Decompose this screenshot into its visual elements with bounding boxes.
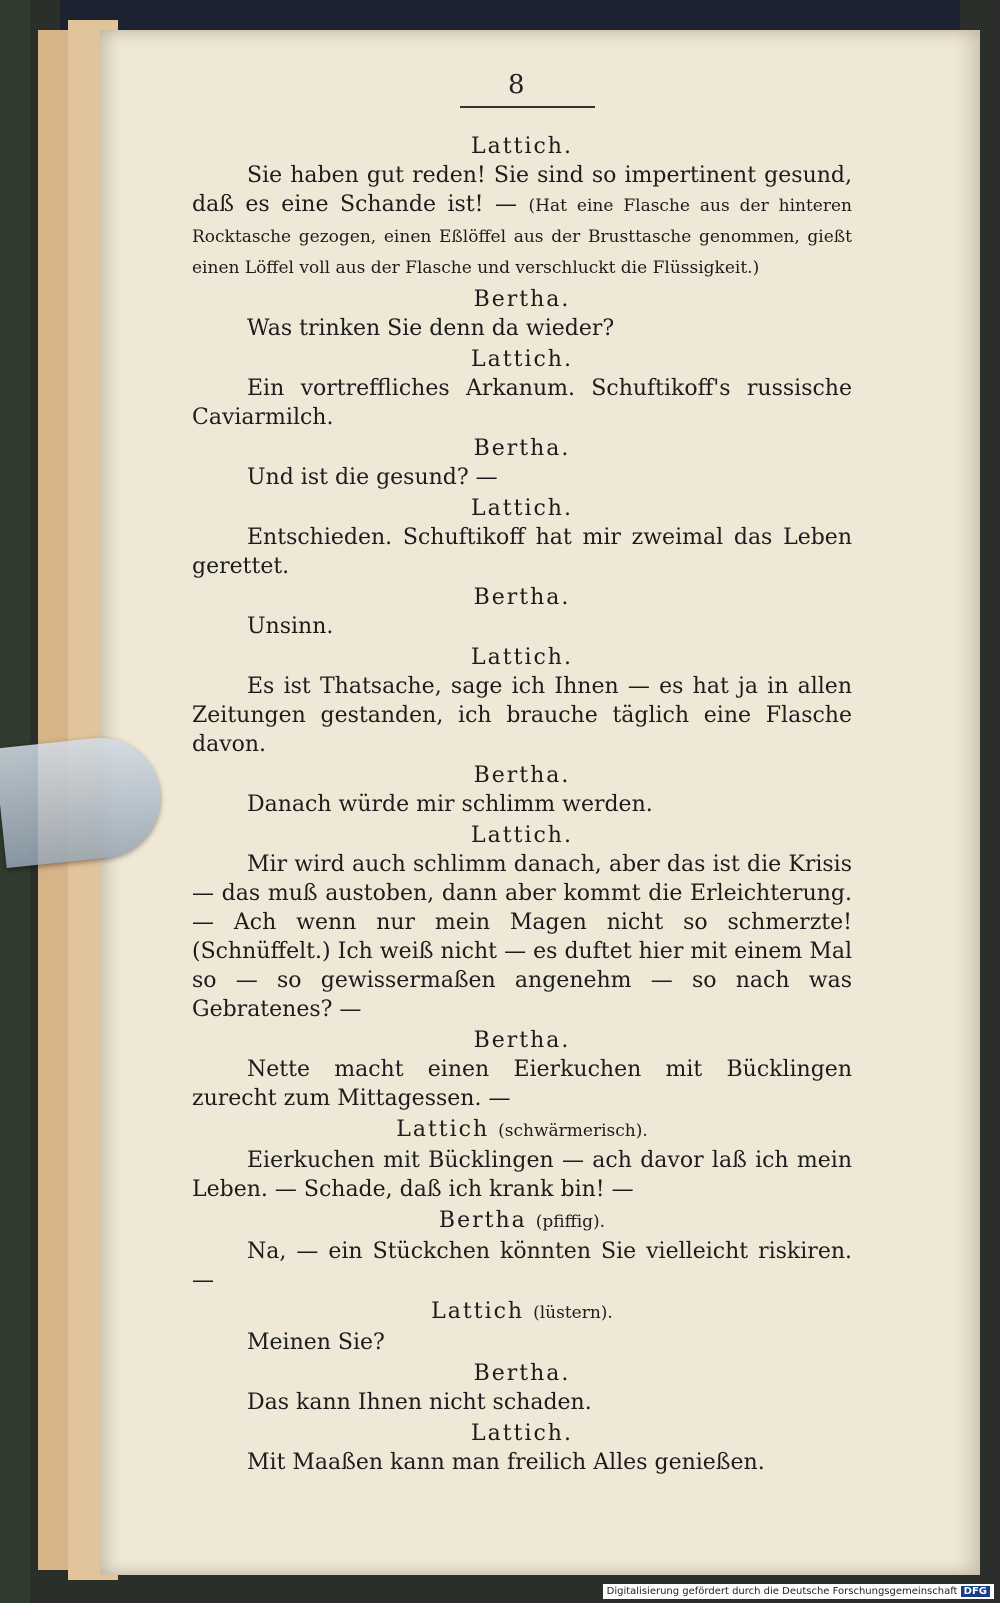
stage-direction: (schwärmerisch).	[498, 1121, 648, 1141]
dialogue-text: Entschieden. Schuftikoff hat mir zweimal das Leben gerettet.	[192, 525, 852, 579]
page-text	[192, 130, 852, 1477]
speaker-label: Bertha.	[473, 1028, 571, 1053]
speaker-name	[192, 1297, 852, 1328]
speaker-label: Bertha.	[473, 1361, 571, 1386]
speaker-label: Bertha.	[473, 585, 571, 610]
dialogue-line	[192, 374, 852, 432]
dialogue-line	[192, 1237, 852, 1295]
speaker-name	[192, 1206, 852, 1237]
speaker-label: Lattich.	[471, 1421, 573, 1446]
speaker-name	[192, 643, 852, 672]
dialogue-line	[192, 314, 852, 343]
speaker-name	[192, 345, 852, 374]
speaker-label: Lattich.	[471, 496, 573, 521]
dialogue-text: Und ist die gesund? —	[247, 465, 498, 490]
speaker-label: Lattich.	[471, 134, 573, 159]
dialogue-text: Sie haben gut reden! Sie sind so impertinent gesund, daß es eine Schande ist! —	[192, 163, 852, 217]
speaker-label: Lattich.	[471, 645, 573, 670]
dialogue-line	[192, 1448, 852, 1477]
dialogue-text: Danach würde mir schlimm werden.	[247, 792, 653, 817]
speaker-name	[192, 1026, 852, 1055]
dialogue-line	[192, 1328, 852, 1357]
dialogue-line	[192, 523, 852, 581]
dialogue-line	[192, 161, 852, 283]
stage-direction: (Hat eine Flasche aus der hinteren Rocktasche gezogen, einen Eßlöffel aus der Brusttasche genommen, gießt einen Löffel voll aus der Flasche und verschluckt die Flüssigkeit.)	[192, 196, 853, 278]
dialogue-line	[192, 1146, 852, 1204]
dialogue-line	[192, 612, 852, 641]
speaker-label: Bertha.	[473, 763, 571, 788]
speaker-name	[192, 1359, 852, 1388]
speaker-name	[192, 583, 852, 612]
speaker-name	[192, 285, 852, 314]
dialogue-line	[192, 463, 852, 492]
footer-credit	[603, 1584, 994, 1599]
dialogue-line	[192, 1055, 852, 1113]
speaker-label: Bertha.	[473, 436, 571, 461]
speaker-name	[192, 494, 852, 523]
stage-direction: (lüstern).	[533, 1303, 613, 1323]
speaker-label: Lattich.	[471, 347, 573, 372]
speaker-name	[192, 1115, 852, 1146]
dfg-logo-icon: DFG	[961, 1586, 990, 1597]
speaker-name	[192, 821, 852, 850]
dialogue-line	[192, 672, 852, 759]
dialogue-text: Eierkuchen mit Bücklingen — ach davor laß ich mein Leben. — Schade, daß ich krank bin! —	[192, 1148, 852, 1202]
speaker-label: Bertha	[438, 1208, 527, 1233]
dialogue-text: Meinen Sie?	[247, 1330, 385, 1355]
speaker-label: Lattich	[396, 1117, 490, 1142]
page-number: 8	[508, 70, 525, 100]
speaker-name	[192, 761, 852, 790]
speaker-name	[192, 132, 852, 161]
speaker-name	[192, 1419, 852, 1448]
dialogue-text: Ein vortreffliches Arkanum. Schuftikoff's russische Caviarmilch.	[192, 376, 852, 430]
dialogue-text: Unsinn.	[247, 614, 334, 639]
dialogue-text: Mit Maaßen kann man freilich Alles genießen.	[247, 1450, 765, 1475]
speaker-name	[192, 434, 852, 463]
dialogue-text: Nette macht einen Eierkuchen mit Bücklingen zurecht zum Mittagessen. —	[192, 1057, 852, 1111]
dialogue-text: Was trinken Sie denn da wieder?	[247, 316, 615, 341]
dialogue-line	[192, 790, 852, 819]
dialogue-line	[192, 1388, 852, 1417]
dialogue-text: Es ist Thatsache, sage ich Ihnen — es hat ja in allen Zeitungen gestanden, ich brauche täglich eine Flasche davon.	[192, 674, 852, 757]
footer-text: Digitalisierung gefördert durch die Deutsche Forschungsgemeinschaft	[606, 1586, 958, 1597]
speaker-label: Lattich.	[471, 823, 573, 848]
header-rule	[460, 106, 595, 108]
dialogue-text: Na, — ein Stückchen könnten Sie vielleicht riskiren. —	[192, 1239, 852, 1293]
stage-direction: (pfiffig).	[535, 1212, 606, 1232]
speaker-label: Lattich	[431, 1299, 525, 1324]
dialogue-line	[192, 850, 852, 1024]
speaker-label: Bertha.	[473, 287, 571, 312]
dialogue-text: Mir wird auch schlimm danach, aber das ist die Krisis — das muß austoben, dann aber kommt die Erleichterung. — Ach wenn nur mein Magen nicht so schmerzte! (Schnüffelt.) Ich weiß nicht — es duftet hier mit einem Mal so — so gewissermaßen angenehm — so nach was Gebratenes? —	[192, 852, 852, 1022]
dialogue-text: Das kann Ihnen nicht schaden.	[247, 1390, 592, 1415]
